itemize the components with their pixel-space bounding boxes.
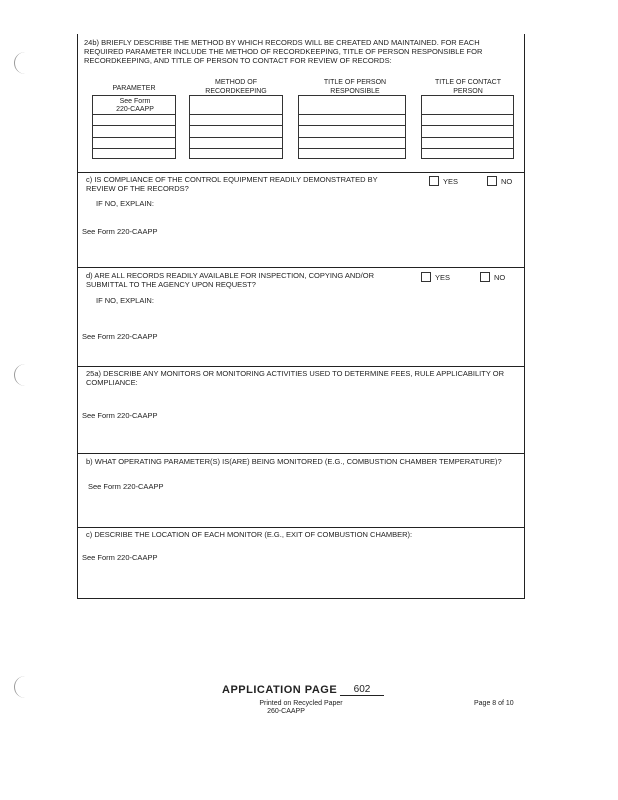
application-page-label: APPLICATION PAGE <box>222 684 338 696</box>
c-yes-checkbox[interactable] <box>429 176 439 186</box>
method-column[interactable] <box>189 95 283 159</box>
divider-b <box>77 453 525 454</box>
responsible-column[interactable] <box>298 95 406 159</box>
c-answer[interactable]: See Form 220-CAAPP <box>82 227 158 236</box>
binder-hole-top <box>14 52 29 74</box>
d-answer[interactable]: See Form 220-CAAPP <box>82 332 158 341</box>
contact-column[interactable] <box>421 95 514 159</box>
section-24b-prompt: 24b) BRIEFLY DESCRIBE THE METHOD BY WHICH RECORDS WILL BE CREATED AND MAINTAINED. FOR EACH REQUIRED PARAMETER INCLUDE THE METHOD OF RECORDKEEPING, TITLE OF PERSON RESPONSIBLE FOR RECORDKEEPING, AND TITLE OF PERSON TO CONTACT FOR REVIEW OF RECORDS: <box>84 38 483 65</box>
application-page-number: 602 <box>340 684 384 696</box>
page-of: Page 8 of 10 <box>474 700 514 707</box>
divider-c <box>77 172 525 173</box>
section-25a-question: 25a) DESCRIBE ANY MONITORS OR MONITORING ACTIVITIES USED TO DETERMINE FEES, RULE APPLICABILITY OR COMPLIANCE: <box>86 369 505 387</box>
parameter-column[interactable] <box>92 95 176 159</box>
divider-c2 <box>77 527 525 528</box>
c-explain-label: IF NO, EXPLAIN: <box>96 199 154 208</box>
section-c2-question: c) DESCRIBE THE LOCATION OF EACH MONITOR (E.G., EXIT OF COMBUSTION CHAMBER): <box>86 530 413 539</box>
recycled-paper-note: Printed on Recycled Paper <box>259 700 343 707</box>
c2-answer[interactable]: See Form 220-CAAPP <box>82 553 158 562</box>
divider-d <box>77 267 525 268</box>
param-cell-line1: See Form <box>119 98 151 105</box>
b-answer[interactable]: See Form 220-CAAPP <box>88 482 164 491</box>
d-no-label: NO <box>494 273 506 282</box>
col-header-contact: TITLE OF CONTACT PERSON <box>435 79 501 95</box>
c-yes-label: YES <box>443 177 459 186</box>
d-no-checkbox[interactable] <box>480 272 490 282</box>
form-code: 260-CAAPP <box>267 708 305 715</box>
col-header-responsible: TITLE OF PERSON RESPONSIBLE <box>323 79 387 95</box>
d-yes-label: YES <box>435 273 451 282</box>
d-yes-checkbox[interactable] <box>421 272 431 282</box>
binder-hole-middle <box>14 364 29 386</box>
c-no-label: NO <box>501 177 513 186</box>
c-no-checkbox[interactable] <box>487 176 497 186</box>
col-header-parameter: PARAMETER <box>112 85 156 92</box>
section-b-question: b) WHAT OPERATING PARAMETER(S) IS(ARE) BEING MONITORED (E.G., COMBUSTION CHAMBER TEMPERATURE)? <box>86 457 502 466</box>
d-explain-label: IF NO, EXPLAIN: <box>96 296 154 305</box>
section-d-question: d) ARE ALL RECORDS READILY AVAILABLE FOR INSPECTION, COPYING AND/OR SUBMITTAL TO THE AGENCY UPON REQUEST? <box>86 271 374 289</box>
section-c-question: c) IS COMPLIANCE OF THE CONTROL EQUIPMENT READILY DEMONSTRATED BY REVIEW OF THE RECORDS? <box>86 175 378 193</box>
col-header-method: METHOD OF RECORDKEEPING <box>205 79 267 95</box>
param-cell-line2: 220-CAAPP <box>116 106 154 113</box>
25a-answer[interactable]: See Form 220-CAAPP <box>82 411 158 420</box>
binder-hole-bottom <box>14 676 29 698</box>
divider-25a <box>77 366 525 367</box>
